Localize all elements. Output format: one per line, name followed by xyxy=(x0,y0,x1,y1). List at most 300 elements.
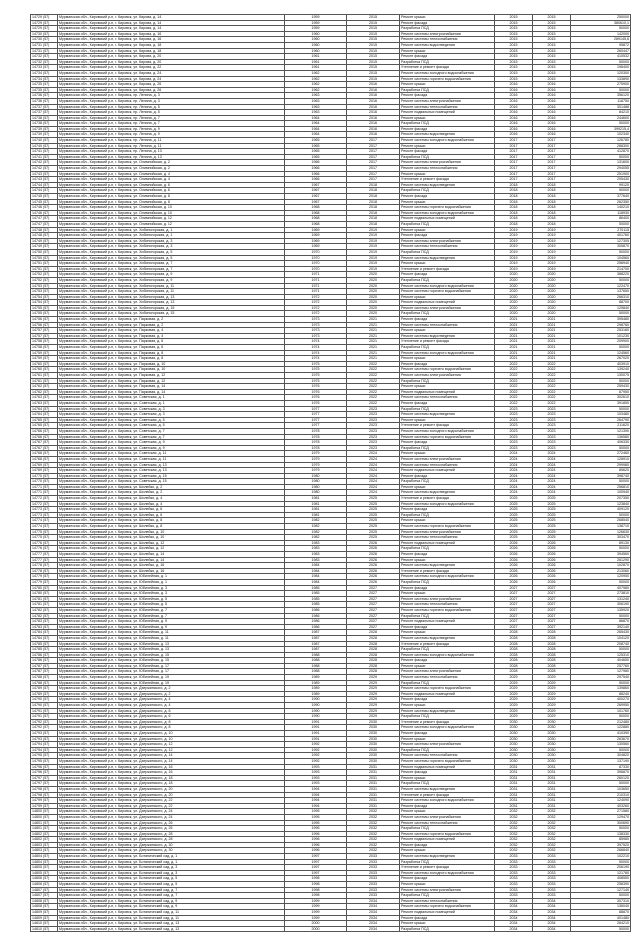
cell-cost: 137650 xyxy=(571,289,631,295)
cell-id: 14750 (57) xyxy=(31,255,58,261)
cell-year-repair: 2024 xyxy=(347,473,400,479)
cell-period-end: 2024 xyxy=(533,490,571,496)
cell-id: 14772 (57) xyxy=(31,496,58,502)
cell-work-type: Ремонт системы холодного водоснабжения xyxy=(400,725,495,731)
cell-year-repair: 2015 xyxy=(347,54,400,60)
cell-year-built: 1964 xyxy=(285,121,347,127)
cell-id: 14753 (57) xyxy=(31,289,58,295)
cell-cost: 50000 xyxy=(571,406,631,412)
cell-id: 14773 (57) xyxy=(31,512,58,518)
cell-cost: 120950 xyxy=(571,574,631,580)
cell-year-built: 1985 xyxy=(285,596,347,602)
cell-work-type: Разработка ПСД xyxy=(400,345,495,351)
cell-address: Мурманская обл., Кировский р-н, г. Кировск, ул. Хибиногорская, д. 15 xyxy=(58,305,285,311)
cell-address: Мурманская обл., Кировский р-н, г. Кировск, ул. Олимпийская, д. 6 xyxy=(58,182,285,188)
cell-address: Мурманская обл., Кировский р-н, г. Кировск, ул. Юбилейная, д. 11 xyxy=(58,635,285,641)
cell-id: 14807 (57) xyxy=(31,887,58,893)
cell-work-type: Ремонт крыши xyxy=(400,703,495,709)
cell-id: 14730 (57) xyxy=(31,31,58,37)
cell-address: Мурманская обл., Кировский р-н, г. Кировск, ул. Кирова, д. 26 xyxy=(58,82,285,88)
cell-year-repair: 2016 xyxy=(347,98,400,104)
cell-year-repair: 2022 xyxy=(347,378,400,384)
cell-year-repair: 2023 xyxy=(347,406,400,412)
cell-year-repair: 2015 xyxy=(347,26,400,32)
cell-period-end: 2033 xyxy=(533,854,571,860)
cell-year-built: 1970 xyxy=(285,255,347,261)
cell-address: Мурманская обл., Кировский р-н, г. Кировск, ул. Парковая, д. 12 xyxy=(58,373,285,379)
cell-id: 14759 (57) xyxy=(31,356,58,362)
cell-id: 14781 (57) xyxy=(31,596,58,602)
cell-year-built: 1989 xyxy=(285,686,347,692)
cell-year-built: 1978 xyxy=(285,440,347,446)
cell-work-type: Ремонт системы водоотведения xyxy=(400,786,495,792)
cell-cost: 210310 xyxy=(571,792,631,798)
cell-address: Мурманская обл., Кировский р-н, г. Кировск, ул. Шилейко, д. 4 xyxy=(58,501,285,507)
cell-id: 14760 (57) xyxy=(31,361,58,367)
cell-period-end: 2021 xyxy=(533,350,571,356)
cell-year-repair: 2033 xyxy=(347,887,400,893)
cell-year-built: 1989 xyxy=(285,680,347,686)
cell-period-start: 2020 xyxy=(495,305,533,311)
cell-cost: 258390 xyxy=(571,882,631,888)
cell-year-repair: 2027 xyxy=(347,619,400,625)
cell-period-start: 2023 xyxy=(495,406,533,412)
cell-address: Мурманская обл., Кировский р-н, г. Кировск, ул. Дзержинского, д. 16 xyxy=(58,764,285,770)
cell-period-end: 2027 xyxy=(533,619,571,625)
cell-id: 14779 (57) xyxy=(31,579,58,585)
cell-id: 14808 (57) xyxy=(31,904,58,910)
cell-address: Мурманская обл., Кировский р-н, г. Кировск, ул. Кирова, д. 16 xyxy=(58,31,285,37)
cell-year-repair: 2021 xyxy=(347,339,400,345)
cell-year-repair: 2022 xyxy=(347,389,400,395)
cell-cost: 262350 xyxy=(571,199,631,205)
cell-address: Мурманская обл., Кировский р-н, г. Кировск, ул. Дзержинского, д. 30 xyxy=(58,848,285,854)
cell-address: Мурманская обл., Кировский р-н, г. Кировск, ул. Дзержинского, д. 24 xyxy=(58,809,285,815)
cell-period-end: 2016 xyxy=(533,87,571,93)
cell-year-built: 1992 xyxy=(285,753,347,759)
cell-work-type: Разработка ПСД xyxy=(400,479,495,485)
cell-period-end: 2030 xyxy=(533,747,571,753)
cell-year-built: 1966 xyxy=(285,166,347,172)
cell-period-end: 2023 xyxy=(533,434,571,440)
cell-address: Мурманская обл., Кировский р-н, г. Кировск, ул. Парковая, д. 4 xyxy=(58,328,285,334)
cell-address: Мурманская обл., Кировский р-н, г. Кировск, пр. Ленина, д. 5 xyxy=(58,110,285,116)
cell-period-start: 2017 xyxy=(495,154,533,160)
cell-year-built: 1973 xyxy=(285,317,347,323)
cell-year-repair: 2017 xyxy=(347,177,400,183)
cell-period-start: 2020 xyxy=(495,311,533,317)
cell-cost: 104120 xyxy=(571,635,631,641)
cell-year-repair: 2034 xyxy=(347,910,400,916)
cell-period-start: 2025 xyxy=(495,518,533,524)
cell-period-start: 2019 xyxy=(495,266,533,272)
cell-address: Мурманская обл., Кировский р-н, г. Кировск, ул. Ботанический сад, д. 13 xyxy=(58,926,285,932)
cell-address: Мурманская обл., Кировский р-н, г. Кировск, ул. Олимпийская, д. 12 xyxy=(58,221,285,227)
cell-cost: 304820 xyxy=(571,753,631,759)
cell-id: 14780 (57) xyxy=(31,591,58,597)
cell-period-start: 2030 xyxy=(495,753,533,759)
cell-address: Мурманская обл., Кировский р-н, г. Кировск, ул. Ботанический сад, д. 1 xyxy=(58,854,285,860)
cell-period-start: 2019 xyxy=(495,255,533,261)
cell-cost: 400270 xyxy=(571,697,631,703)
cell-period-start: 2027 xyxy=(495,624,533,630)
capital-repair-table xyxy=(30,14,631,932)
cell-address: Мурманская обл., Кировский р-н, г. Кировск, ул. Ботанический сад, д. 11 xyxy=(58,915,285,921)
cell-address: Мурманская обл., Кировский р-н, г. Кировск, ул. Дзержинского, д. 28 xyxy=(58,831,285,837)
cell-cost: 50000 xyxy=(571,680,631,686)
cell-period-start: 2017 xyxy=(495,177,533,183)
cell-id: 14790 (57) xyxy=(31,697,58,703)
cell-work-type: Ремонт системы теплоснабжения xyxy=(400,104,495,110)
cell-year-built: 1976 xyxy=(285,395,347,401)
cell-year-repair: 2029 xyxy=(347,686,400,692)
cell-year-repair: 2020 xyxy=(347,277,400,283)
cell-cost: 398740 xyxy=(571,473,631,479)
cell-year-repair: 2033 xyxy=(347,870,400,876)
cell-id: 14755 (57) xyxy=(31,305,58,311)
cell-work-type: Ремонт системы холодного водоснабжения xyxy=(400,70,495,76)
cell-year-built: 1990 xyxy=(285,703,347,709)
cell-period-end: 2018 xyxy=(533,221,571,227)
cell-year-built: 1995 xyxy=(285,826,347,832)
cell-id: 14749 (57) xyxy=(31,238,58,244)
cell-period-end: 2018 xyxy=(533,199,571,205)
cell-period-start: 2025 xyxy=(495,496,533,502)
cell-work-type: Ремонт крыши xyxy=(400,591,495,597)
cell-cost: 264210 xyxy=(571,921,631,927)
cell-year-repair: 2034 xyxy=(347,915,400,921)
cell-work-type: Ремонт системы электроснабжения xyxy=(400,669,495,675)
cell-year-built: 1977 xyxy=(285,423,347,429)
cell-year-built: 1990 xyxy=(285,697,347,703)
cell-cost: 128910 xyxy=(571,456,631,462)
cell-work-type: Ремонт крыши xyxy=(400,48,495,54)
cell-year-repair: 2033 xyxy=(347,876,400,882)
cell-year-repair: 2025 xyxy=(347,507,400,513)
cell-cost: 102340 xyxy=(571,132,631,138)
cell-year-repair: 2030 xyxy=(347,747,400,753)
cell-cost: 300690 xyxy=(571,820,631,826)
cell-id: 14809 (57) xyxy=(31,915,58,921)
cell-work-type: Ремонт фасада xyxy=(400,149,495,155)
cell-work-type: Ремонт системы электроснабжения xyxy=(400,887,495,893)
cell-year-repair: 2015 xyxy=(347,76,400,82)
cell-cost: 256810 xyxy=(571,484,631,490)
cell-year-repair: 2028 xyxy=(347,663,400,669)
cell-work-type: Ремонт фасада xyxy=(400,126,495,132)
cell-address: Мурманская обл., Кировский р-н, г. Кировск, ул. Юбилейная, д. 15 xyxy=(58,652,285,658)
cell-cost: 85980 xyxy=(571,837,631,843)
cell-id: 14732 (57) xyxy=(31,54,58,60)
cell-id: 14742 (57) xyxy=(31,166,58,172)
cell-work-type: Ремонт фасада xyxy=(400,803,495,809)
cell-id: 14807 (57) xyxy=(31,893,58,899)
cell-work-type: Ремонт фасада xyxy=(400,20,495,26)
cell-period-end: 2015 xyxy=(533,54,571,60)
cell-period-start: 2015 xyxy=(495,54,533,60)
cell-year-built: 1975 xyxy=(285,373,347,379)
cell-period-end: 2022 xyxy=(533,378,571,384)
cell-cost: 214700 xyxy=(571,266,631,272)
cell-year-built: 1982 xyxy=(285,535,347,541)
cell-period-start: 2021 xyxy=(495,345,533,351)
cell-id: 14787 (57) xyxy=(31,669,58,675)
cell-period-end: 2018 xyxy=(533,194,571,200)
cell-year-repair: 2030 xyxy=(347,742,400,748)
cell-year-built: 1982 xyxy=(285,529,347,535)
cell-work-type: Ремонт системы электроснабжения xyxy=(400,305,495,311)
cell-id: 14734 (57) xyxy=(31,76,58,82)
cell-year-repair: 2016 xyxy=(347,82,400,88)
cell-year-repair: 2020 xyxy=(347,272,400,278)
cell-year-built: 1977 xyxy=(285,406,347,412)
cell-period-end: 2028 xyxy=(533,641,571,647)
cell-year-repair: 2031 xyxy=(347,770,400,776)
cell-id: 14771 (57) xyxy=(31,484,58,490)
cell-work-type: Разработка ПСД xyxy=(400,781,495,787)
cell-cost: 407980 xyxy=(571,585,631,591)
cell-period-end: 2022 xyxy=(533,367,571,373)
cell-year-built: 1977 xyxy=(285,412,347,418)
cell-work-type: Ремонт системы холодного водоснабжения xyxy=(400,870,495,876)
cell-year-repair: 2029 xyxy=(347,675,400,681)
cell-period-end: 2025 xyxy=(533,518,571,524)
cell-year-built: 1988 xyxy=(285,663,347,669)
cell-id: 14764 (57) xyxy=(31,412,58,418)
cell-id: 14739 (57) xyxy=(31,132,58,138)
cell-period-end: 2034 xyxy=(533,915,571,921)
cell-year-built: 1961 xyxy=(285,54,347,60)
cell-period-start: 2029 xyxy=(495,686,533,692)
cell-work-type: Разработка ПСД xyxy=(400,277,495,283)
cell-address: Мурманская обл., Кировский р-н, г. Кировск, ул. Кирова, д. 26 xyxy=(58,87,285,93)
cell-period-start: 2031 xyxy=(495,792,533,798)
cell-id: 14765 (57) xyxy=(31,417,58,423)
cell-work-type: Ремонт фасада xyxy=(400,233,495,239)
cell-cost: 305870 xyxy=(571,244,631,250)
cell-year-built: 1963 xyxy=(285,98,347,104)
cell-year-repair: 2015 xyxy=(347,31,400,37)
cell-year-built: 1989 xyxy=(285,691,347,697)
cell-id: 14766 (57) xyxy=(31,428,58,434)
cell-cost: 356120 xyxy=(571,93,631,99)
cell-year-built: 1965 xyxy=(285,149,347,155)
cell-period-start: 2026 xyxy=(495,563,533,569)
cell-id: 14737 (57) xyxy=(31,110,58,116)
cell-year-repair: 2020 xyxy=(347,294,400,300)
cell-period-end: 2031 xyxy=(533,792,571,798)
cell-period-start: 2020 xyxy=(495,283,533,289)
cell-id: 14767 (57) xyxy=(31,445,58,451)
cell-year-built: 1981 xyxy=(285,501,347,507)
cell-address: Мурманская обл., Кировский р-н, г. Кировск, ул. Дзержинского, д. 8 xyxy=(58,725,285,731)
cell-cost: 103650 xyxy=(571,786,631,792)
cell-cost: 399215,4 xyxy=(571,126,631,132)
cell-period-start: 2019 xyxy=(495,244,533,250)
cell-address: Мурманская обл., Кировский р-н, г. Кировск, пр. Ленина, д. 13 xyxy=(58,149,285,155)
cell-period-end: 2026 xyxy=(533,540,571,546)
cell-address: Мурманская обл., Кировский р-н, г. Кировск, ул. Дзержинского, д. 16 xyxy=(58,770,285,776)
cell-period-end: 2023 xyxy=(533,412,571,418)
cell-work-type: Ремонт крыши xyxy=(400,484,495,490)
cell-year-built: 1993 xyxy=(285,764,347,770)
cell-id: 14775 (57) xyxy=(31,535,58,541)
cell-work-type: Ремонт системы горячего водоснабжения xyxy=(400,758,495,764)
cell-id: 14746 (57) xyxy=(31,210,58,216)
cell-id: 14752 (57) xyxy=(31,277,58,283)
cell-cost: 397520 xyxy=(571,842,631,848)
cell-cost: 131240 xyxy=(571,596,631,602)
cell-cost: 87330 xyxy=(571,764,631,770)
cell-year-built: 1985 xyxy=(285,591,347,597)
cell-id: 14794 (57) xyxy=(31,747,58,753)
cell-period-end: 2015 xyxy=(533,59,571,65)
cell-address: Мурманская обл., Кировский р-н, г. Кировск, ул. Советская, д. 1 xyxy=(58,395,285,401)
cell-year-built: 1965 xyxy=(285,143,347,149)
cell-year-repair: 2027 xyxy=(347,613,400,619)
cell-period-start: 2034 xyxy=(495,915,533,921)
cell-work-type: Ремонт системы горячего водоснабжения xyxy=(400,524,495,530)
cell-period-start: 2019 xyxy=(495,227,533,233)
cell-period-end: 2016 xyxy=(533,132,571,138)
cell-address: Мурманская обл., Кировский р-н, г. Кировск, ул. Ботанический сад, д. 9 xyxy=(58,904,285,910)
cell-period-end: 2026 xyxy=(533,579,571,585)
cell-period-end: 2025 xyxy=(533,524,571,530)
cell-cost: 50000 xyxy=(571,154,631,160)
cell-id: 14806 (57) xyxy=(31,882,58,888)
cell-address: Мурманская обл., Кировский р-н, г. Кировск, ул. Юбилейная, д. 1 xyxy=(58,579,285,585)
cell-work-type: Ремонт фасада xyxy=(400,440,495,446)
cell-year-repair: 2015 xyxy=(347,42,400,48)
cell-work-type: Ремонт фасада xyxy=(400,361,495,367)
cell-year-built: 1962 xyxy=(285,82,347,88)
cell-address: Мурманская обл., Кировский р-н, г. Кировск, ул. Ботанический сад, д. 1 xyxy=(58,859,285,865)
cell-cost: 50000 xyxy=(571,647,631,653)
cell-work-type: Ремонт подвальных помещений xyxy=(400,691,495,697)
cell-work-type: Ремонт системы водоотведения xyxy=(400,854,495,860)
cell-cost: 50000 xyxy=(571,512,631,518)
cell-year-built: 2000 xyxy=(285,926,347,932)
cell-id: 14736 (57) xyxy=(31,98,58,104)
cell-period-end: 2023 xyxy=(533,440,571,446)
cell-cost: 264790 xyxy=(571,417,631,423)
cell-work-type: Утепление и ремонт фасада xyxy=(400,266,495,272)
cell-work-type: Разработка ПСД xyxy=(400,893,495,899)
cell-year-repair: 2016 xyxy=(347,87,400,93)
cell-address: Мурманская обл., Кировский р-н, г. Кировск, ул. Дзержинского, д. 12 xyxy=(58,747,285,753)
cell-period-start: 2015 xyxy=(495,31,533,37)
cell-year-built: 1984 xyxy=(285,579,347,585)
cell-period-start: 2030 xyxy=(495,747,533,753)
cell-work-type: Разработка ПСД xyxy=(400,512,495,518)
cell-id: 14802 (57) xyxy=(31,837,58,843)
cell-period-end: 2015 xyxy=(533,26,571,32)
cell-id: 14756 (57) xyxy=(31,317,58,323)
cell-cost: 209900 xyxy=(571,339,631,345)
cell-period-start: 2016 xyxy=(495,104,533,110)
cell-period-end: 2022 xyxy=(533,389,571,395)
cell-period-end: 2031 xyxy=(533,775,571,781)
cell-period-end: 2032 xyxy=(533,826,571,832)
cell-work-type: Ремонт системы водоотведения xyxy=(400,333,495,339)
cell-address: Мурманская обл., Кировский р-н, г. Кировск, ул. Парковая, д. 8 xyxy=(58,350,285,356)
cell-id: 14798 (57) xyxy=(31,792,58,798)
cell-period-start: 2028 xyxy=(495,663,533,669)
cell-work-type: Ремонт системы водоотведения xyxy=(400,708,495,714)
cell-year-built: 1987 xyxy=(285,641,347,647)
cell-id: 14750 (57) xyxy=(31,249,58,255)
cell-address: Мурманская обл., Кировский р-н, г. Кировск, ул. Хибиногорская, д. 9 xyxy=(58,272,285,278)
cell-address: Мурманская обл., Кировский р-н, г. Кировск, ул. Советская, д. 15 xyxy=(58,473,285,479)
cell-address: Мурманская обл., Кировский р-н, г. Кировск, ул. Олимпийская, д. 6 xyxy=(58,188,285,194)
cell-id: 14733 (57) xyxy=(31,65,58,71)
cell-id: 14785 (57) xyxy=(31,647,58,653)
cell-period-end: 2030 xyxy=(533,742,571,748)
cell-work-type: Разработка ПСД xyxy=(400,579,495,585)
cell-period-end: 2028 xyxy=(533,669,571,675)
cell-address: Мурманская обл., Кировский р-н, г. Кировск, ул. Олимпийская, д. 8 xyxy=(58,194,285,200)
cell-work-type: Ремонт системы электроснабжения xyxy=(400,373,495,379)
cell-work-type: Ремонт крыши xyxy=(400,356,495,362)
cell-id: 14781 (57) xyxy=(31,602,58,608)
cell-period-start: 2022 xyxy=(495,389,533,395)
cell-work-type: Ремонт фасада xyxy=(400,54,495,60)
cell-work-type: Ремонт системы электроснабжения xyxy=(400,596,495,602)
cell-period-start: 2021 xyxy=(495,350,533,356)
cell-year-built: 1960 xyxy=(285,42,347,48)
cell-year-built: 1971 xyxy=(285,272,347,278)
cell-address: Мурманская обл., Кировский р-н, г. Кировск, ул. Шилейко, д. 6 xyxy=(58,512,285,518)
cell-work-type: Разработка ПСД xyxy=(400,59,495,65)
cell-year-repair: 2025 xyxy=(347,496,400,502)
cell-year-repair: 2020 xyxy=(347,283,400,289)
cell-period-start: 2016 xyxy=(495,82,533,88)
cell-cost: 127140 xyxy=(571,887,631,893)
cell-period-start: 2026 xyxy=(495,557,533,563)
cell-period-end: 2026 xyxy=(533,574,571,580)
cell-year-repair: 2026 xyxy=(347,557,400,563)
cell-work-type: Разработка ПСД xyxy=(400,680,495,686)
cell-period-end: 2016 xyxy=(533,98,571,104)
cell-period-start: 2033 xyxy=(495,859,533,865)
cell-year-built: 1968 xyxy=(285,216,347,222)
cell-year-repair: 2025 xyxy=(347,524,400,530)
cell-cost: 125310 xyxy=(571,652,631,658)
cell-year-repair: 2024 xyxy=(347,468,400,474)
cell-year-repair: 2018 xyxy=(347,194,400,200)
cell-year-built: 1964 xyxy=(285,132,347,138)
cell-cost: 50000 xyxy=(571,378,631,384)
cell-cost: 100940 xyxy=(571,490,631,496)
cell-period-start: 2030 xyxy=(495,719,533,725)
cell-year-repair: 2029 xyxy=(347,714,400,720)
cell-year-built: 1994 xyxy=(285,798,347,804)
cell-id: 14794 (57) xyxy=(31,742,58,748)
cell-cost: 266310 xyxy=(571,294,631,300)
cell-period-start: 2024 xyxy=(495,462,533,468)
cell-period-end: 2024 xyxy=(533,456,571,462)
cell-cost: 301488 xyxy=(571,104,631,110)
cell-period-end: 2030 xyxy=(533,725,571,731)
cell-period-start: 2027 xyxy=(495,607,533,613)
cell-address: Мурманская обл., Кировский р-н, г. Кировск, ул. Хибиногорская, д. 7 xyxy=(58,266,285,272)
cell-year-built: 1995 xyxy=(285,814,347,820)
cell-period-start: 2031 xyxy=(495,798,533,804)
cell-year-repair: 2019 xyxy=(347,244,400,250)
cell-address: Мурманская обл., Кировский р-н, г. Кировск, ул. Кирова, д. 18 xyxy=(58,42,285,48)
cell-period-end: 2026 xyxy=(533,552,571,558)
cell-period-end: 2033 xyxy=(533,859,571,865)
